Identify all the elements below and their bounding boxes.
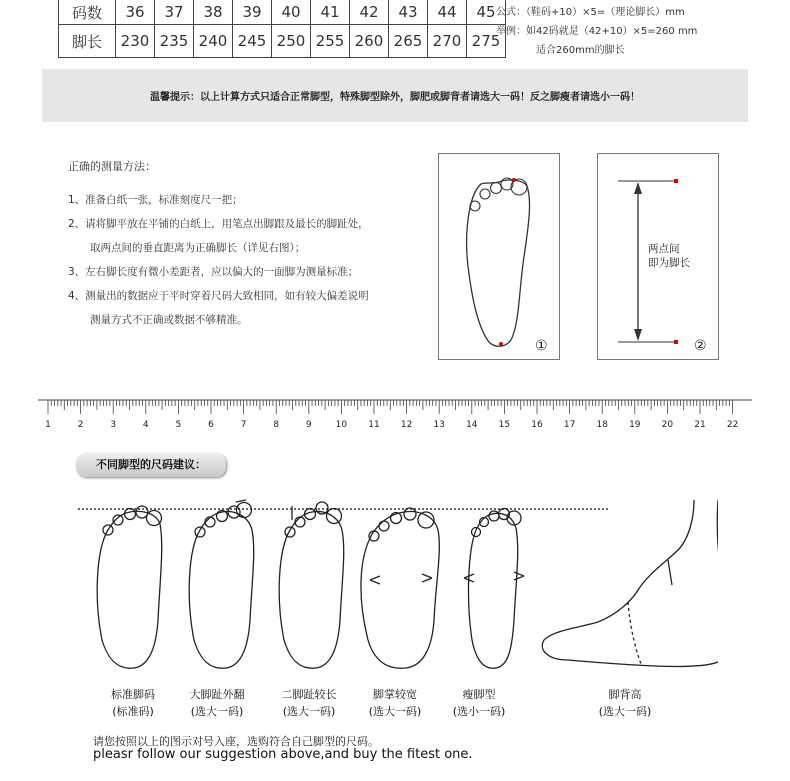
- ruler-graphic: [38, 396, 754, 432]
- ruler-number: 9: [305, 420, 312, 430]
- method-title: 正确的测量方法：: [68, 160, 156, 173]
- ruler-number: 16: [531, 420, 543, 430]
- size-cell: 37: [155, 0, 194, 25]
- method-step: 4、测量出的数据应于平时穿着尺码大致相同，如有较大偏差说明: [68, 290, 369, 302]
- example-note: 适合260mm的脚长: [536, 45, 625, 56]
- foot-type-name: 瘦脚型: [462, 688, 496, 701]
- ruler-number: 5: [175, 420, 182, 430]
- ruler: [38, 396, 754, 432]
- ruler-number: 11: [368, 420, 380, 430]
- toe-marker: [512, 178, 516, 182]
- foot-slim-icon: [464, 509, 524, 669]
- foot-type-name: 标准脚码: [111, 688, 155, 701]
- size-row: [59, 0, 506, 25]
- foot-type-name: 大脚趾外翻: [189, 688, 245, 701]
- foot-bunion-icon: [189, 500, 254, 668]
- footprint-panel: [438, 153, 560, 360]
- ruler-number: 21: [694, 420, 706, 430]
- foot-types-illustration: [78, 490, 718, 680]
- footprint-outline-icon: [439, 154, 559, 359]
- method-step: 1、准备白纸一张，标准刻度尺一把；: [68, 194, 243, 206]
- length-cell: 235: [155, 25, 194, 58]
- size-cell: 45: [467, 0, 506, 25]
- ruler-number: 4: [142, 420, 149, 430]
- foot-type-advice: (标准码): [112, 705, 154, 718]
- foot-label-standard: [88, 686, 178, 720]
- method-step: 2、请将脚平放在平铺的白纸上，用笔点出脚跟及最长的脚趾处，: [68, 218, 369, 230]
- ruler-number: 1: [45, 420, 51, 430]
- ruler-number: 2: [77, 420, 84, 430]
- ruler-number: 17: [563, 420, 576, 430]
- foot-label-long-second-toe: [264, 686, 354, 720]
- foot-label-slim: [434, 686, 524, 720]
- ruler-number: 15: [498, 420, 511, 430]
- size-cell: 40: [272, 0, 311, 25]
- foot-type-name: 脚掌较宽: [373, 688, 417, 701]
- size-table: [58, 0, 506, 58]
- tip-text: 温馨提示：以上计算方式只适合正常脚型，特殊脚型除外，脚肥或脚背者请选大一码！反之脚瘦者请选小一码！: [150, 92, 640, 103]
- foot-wide-icon: [361, 508, 439, 668]
- size-cell: 41: [311, 0, 350, 25]
- length-cell: 230: [116, 25, 155, 58]
- ruler-number: 7: [240, 420, 247, 430]
- example-line: 举例：如42码就是（42+10）×5=260 mm: [496, 26, 698, 37]
- bottom-note-en: pleasr follow our suggestion above,and buy the fitest one.: [93, 747, 473, 762]
- size-row-label: 码数: [59, 0, 116, 25]
- size-cell: 44: [428, 0, 467, 25]
- length-cell: 270: [428, 25, 467, 58]
- foot-label-high-instep: [580, 686, 670, 720]
- foot-type-name: 脚背高: [608, 688, 642, 701]
- length-cell: 265: [389, 25, 428, 58]
- length-cell: 260: [350, 25, 389, 58]
- length-cell: 255: [311, 25, 350, 58]
- method-step: 3、左右脚长度有微小差距者，应以偏大的一面脚为测量标准；: [68, 266, 359, 278]
- ruler-number: 14: [466, 420, 478, 430]
- formula-line: 公式：（鞋码+10）×5=（理论脚长）mm: [496, 7, 685, 18]
- foot-long-second-toe-icon: [279, 502, 344, 668]
- measure-caption-line: 即为脚长: [648, 257, 690, 269]
- tip-banner: [42, 69, 748, 122]
- foot-high-instep-icon: [542, 500, 718, 666]
- ruler-number: 10: [335, 420, 348, 430]
- measure-caption-line: 两点间: [648, 243, 680, 255]
- heel-marker: [499, 342, 503, 346]
- foot-label-bunion: [172, 686, 262, 720]
- measure-panel: [597, 153, 719, 360]
- ruler-number: 6: [208, 420, 214, 430]
- ruler-number: 13: [433, 420, 445, 430]
- size-cell: 38: [194, 0, 233, 25]
- length-cell: 245: [233, 25, 272, 58]
- method-step: 取两点间的垂直距离为正确脚长（详见右图）；: [90, 242, 306, 254]
- foot-type-advice: (选大一码): [282, 705, 336, 718]
- bottom-note-cn: 请您按照以上的图示对号入座，选购符合自己脚型的尺码。: [93, 735, 379, 748]
- length-cell: 240: [194, 25, 233, 58]
- length-row-label: 脚长: [59, 25, 116, 58]
- ruler-number: 19: [629, 420, 641, 430]
- foot-type-name: 二脚趾较长: [281, 688, 337, 701]
- size-cell: 39: [233, 0, 272, 25]
- ruler-number: 12: [400, 420, 413, 430]
- method-step: 测量方式不正确或数据不够精准。: [90, 314, 248, 326]
- ruler-number: 3: [110, 420, 117, 430]
- size-cell: 42: [350, 0, 389, 25]
- foot-type-advice: (选小一码): [452, 705, 506, 718]
- length-cell: 250: [272, 25, 311, 58]
- foot-standard-icon: [97, 506, 162, 668]
- foot-type-advice: (选大一码): [190, 705, 244, 718]
- panel-number: ①: [535, 338, 548, 354]
- length-cell: 275: [467, 25, 506, 58]
- ruler-number: 22: [726, 420, 739, 430]
- foot-label-wide: [350, 686, 440, 720]
- measure-caption: [648, 242, 690, 270]
- foot-type-advice: (选大一码): [368, 705, 422, 718]
- formula-block: [496, 3, 697, 60]
- panel-number: ②: [694, 338, 707, 354]
- size-cell: 36: [116, 0, 155, 25]
- foot-type-advice: (选大一码): [598, 705, 652, 718]
- ruler-number: 18: [596, 420, 608, 430]
- ruler-number: 8: [273, 420, 280, 430]
- measure-method: [68, 158, 369, 332]
- length-row: [59, 25, 506, 58]
- size-cell: 43: [389, 0, 428, 25]
- advice-title: 不同脚型的尺码建议：: [76, 453, 226, 477]
- ruler-number: 20: [661, 420, 674, 430]
